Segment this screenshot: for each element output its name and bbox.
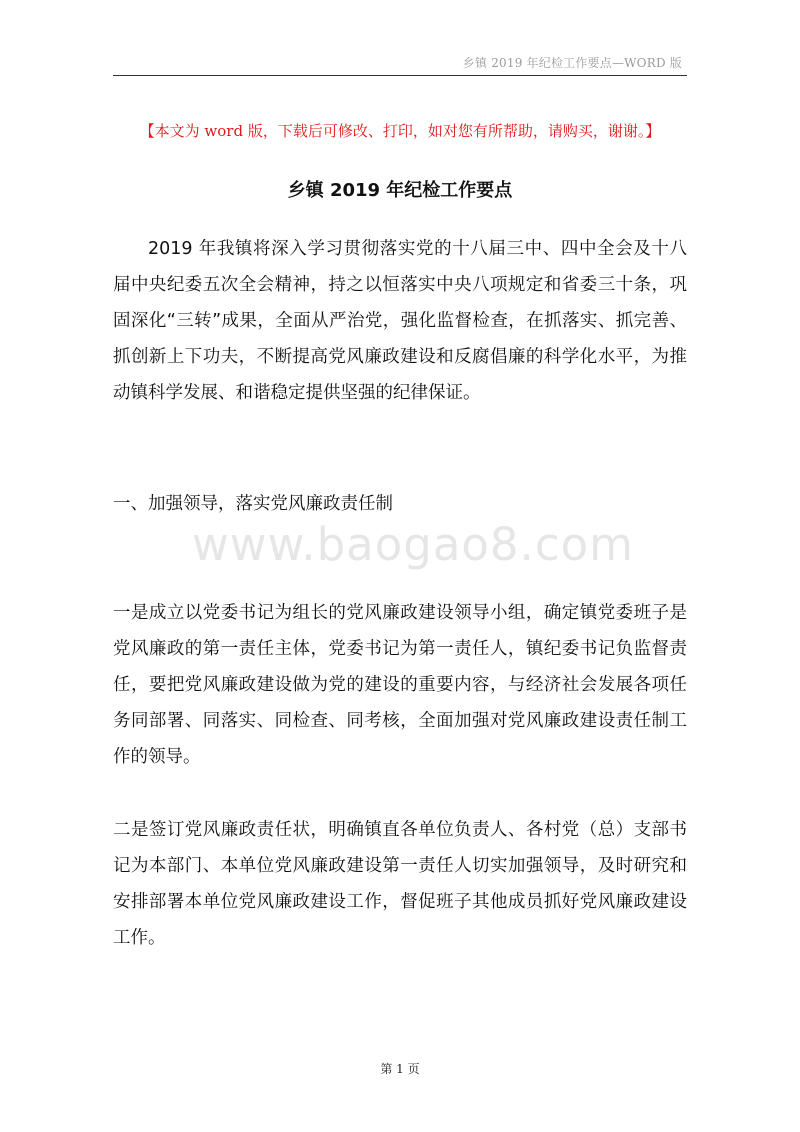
intro-paragraph: 2019 年我镇将深入学习贯彻落实党的十八届三中、四中全会及十八届中央纪委五次全会精神，持之以恒落实中央八项规定和省委三十条，巩固深化“三转”成果，全面从严治党，强化监督检查，在抓落实、抓完善、抓创新上下功夫，不断提高党风廉政建设和反腐倡廉的科学化水平，为推动镇科学发展、和谐稳定提供坚强的纪律保证。 — [113, 239, 687, 403]
section-heading-1: 一、加强领导，落实党风廉政责任制 — [113, 494, 393, 514]
watermark: www.baogao8.com — [192, 518, 634, 571]
header-divider — [113, 75, 687, 76]
document-title: 乡镇 2019 年纪检工作要点 — [287, 180, 513, 201]
paragraph-item-1: 一是成立以党委书记为组长的党风廉政建设领导小组，确定镇党委班子是党风廉政的第一责任主体，党委书记为第一责任人，镇纪委书记负监督责任，要把党风廉政建设做为党的建设的重要内容，与经济社会发展各项任务同部署、同落实、同检查、同考核，全面加强对党风廉政建设责任制工作的领导。 — [113, 603, 687, 767]
purchase-notice: 【本文为 word 版，下载后可修改、打印，如对您有所帮助，请购买，谢谢。】 — [139, 122, 661, 140]
page-number: 第 1 页 — [380, 1062, 420, 1076]
paragraph-item-2: 二是签订党风廉政责任状，明确镇直各单位负责人、各村党（总）支部书记为本部门、本单位党风廉政建设第一责任人切实加强领导，及时研究和安排部署本单位党风廉政建设工作，督促班子其他成员抓好党风廉政建设工作。 — [113, 820, 687, 948]
running-header: 乡镇 2019 年纪检工作要点—WORD 版 — [462, 56, 682, 70]
